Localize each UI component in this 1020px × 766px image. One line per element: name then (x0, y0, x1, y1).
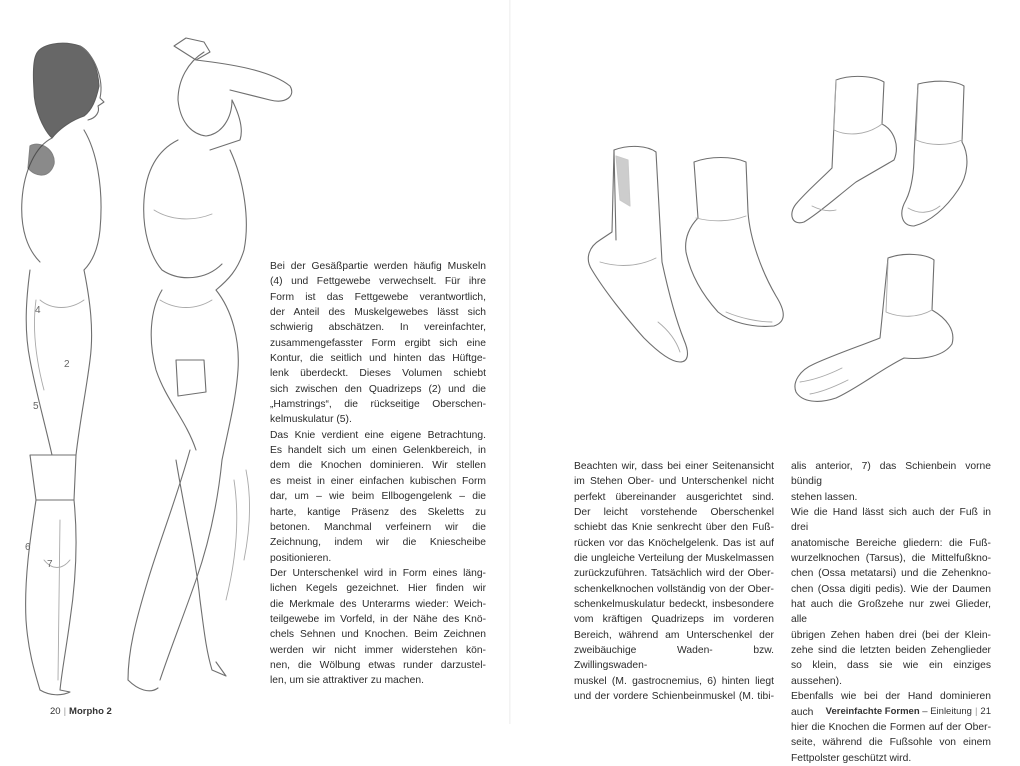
text-line: alis anterior, 7) das Schienbein vorne bündig (791, 461, 991, 488)
text-line: schenkelmuskulatur bedeckt, insbesondere (574, 599, 774, 611)
text-line: Bereich, während am Unterschenkel der (574, 629, 774, 641)
book-title: Morpho 2 (69, 706, 112, 717)
text-line: „Hamstrings“, die rückseitige Oberschen- (270, 399, 486, 411)
figure-number-7: 7 (47, 559, 53, 570)
chapter-title: Vereinfachte Formen (825, 706, 920, 717)
page-number-left: 20 (50, 706, 61, 717)
text-line: dar, um – wie beim Ellbogengelenk – die (270, 491, 486, 503)
text-line: schwierig abschätzen. In vereinfachter, (270, 322, 486, 334)
text-line: Der leicht vorstehende Oberschenkel (574, 507, 774, 519)
text-line: chen (Ossa digiti pedis). Wie der Daumen (791, 583, 991, 595)
text-line: so klein, dass sie wie ein einziges aussehen). (791, 660, 991, 687)
text-line: wurzelknochen (Tarsus), die Mittelfußkno- (791, 553, 991, 565)
text-line: schenkelknochen vollständig von der Ober- (574, 583, 774, 595)
text-line: Form ist das Fettgewebe verantwortlich, (270, 291, 486, 303)
text-line: lichen Kegels gezeichnet. Hier finden wir (270, 583, 486, 595)
text-line: Beachten wir, dass bei einer Seitenansicht (574, 461, 774, 472)
text-line: positionieren. (270, 552, 332, 564)
text-line: die ungleiche Verteilung der Muskelmassen (574, 553, 774, 565)
footer-left (50, 706, 112, 717)
foot-sketch-side (686, 158, 784, 327)
text-line: die Merkmale des Unterarms wieder: Weich- (270, 598, 486, 610)
text-line: und der vordere Schienbeinmuskel (M. tibi- (574, 691, 774, 703)
footer-divider: | (63, 706, 67, 717)
footer-divider: | (974, 706, 978, 717)
text-line: übrigen Zehen haben drei (bei der Klein- (791, 629, 991, 641)
foot-sketch-three-quarter-1 (792, 76, 897, 222)
text-column-middle (574, 459, 774, 705)
foot-sketch-pointed (588, 146, 687, 362)
figure-number-5: 5 (33, 401, 39, 412)
text-line: chels Sehnen und Knochen. Beim Zeichnen (270, 629, 486, 641)
text-line: betonen. Manchmal verfeinern wir die (270, 521, 486, 533)
footer-right (826, 706, 991, 717)
text-line: es meist in einer einfachen kubischen Form (270, 475, 486, 487)
foot-sketch-three-quarter-2 (902, 81, 967, 226)
text-line: zehe sind die letzten beiden Zehenglieder (791, 645, 991, 657)
text-line: chen (Ossa metatarsi) und die Zehenkno- (791, 568, 991, 580)
text-line: sich zwischen den Quadrizeps (2) und die (270, 383, 486, 395)
text-line: teilgewebe im Vorfeld, in der Nähe des Knö- (270, 613, 486, 625)
text-line: lenk überdeckt. Dieses Volumen schiebt (270, 368, 486, 380)
text-line: zusammengefasster Form ergibt sich eine (270, 337, 486, 349)
text-line: im Stehen Ober- und Unterschenkel nicht (574, 476, 774, 488)
text-line: len, um sie attraktiver zu machen. (270, 675, 424, 687)
text-line: Der Unterschenkel wird in Form eines läng- (270, 567, 486, 579)
text-line: zurückzuführen. Tatsächlich wird der Ober- (574, 568, 774, 580)
figure-number-6: 6 (25, 542, 31, 553)
text-line: anatomische Bereiche gliedern: die Fuß- (791, 537, 991, 549)
text-line: dem die Knochen dominieren. Wir stellen (270, 460, 486, 472)
text-line: der Anteil des Muskelgewebes lässt sich (270, 307, 486, 319)
figure-number-2: 2 (64, 359, 70, 370)
text-line: Es handelt sich um einen Gelenkbereich, in (270, 445, 486, 457)
text-line: perfekt übereinander ausgerichtet sind. (574, 491, 774, 503)
text-line: harte, kantige Präsenz des Skeletts zu (270, 506, 486, 518)
text-line: vom kräftigen Quadrizeps im vorderen (574, 614, 774, 626)
text-line: schiebt das Knie senkrecht über den Fuß- (574, 522, 774, 534)
text-line: Fettpolster geschützt wird. (791, 752, 912, 764)
text-line: zweibäuchige Waden- bzw. Zwillingswaden- (574, 645, 774, 672)
page-number-right: 21 (980, 706, 991, 717)
foot-sketch-bottom (795, 254, 953, 401)
text-line: seite, während die Fußsohle von einem (791, 737, 991, 749)
text-line: Wie die Hand lässt sich auch der Fuß in drei (791, 507, 991, 534)
text-line: nen, die Wölbung etwas runder darzustel- (270, 659, 486, 671)
text-line: Kontur, die seitlich und hinten das Hüftge- (270, 353, 486, 365)
text-column-right (791, 459, 991, 766)
figure-number-4: 4 (35, 305, 41, 316)
text-line: Bei der Gesäßpartie werden häufig Muskeln (270, 261, 486, 272)
section-title: Einleitung (930, 706, 972, 717)
text-line: (4) und Fettgewebe verwechselt. Für ihre (270, 276, 486, 288)
text-line: werden wir nicht immer widerstehen kön- (270, 644, 486, 656)
text-column-left (270, 259, 486, 689)
footer-dash: – (922, 706, 928, 717)
text-line: Ebenfalls wie bei der Hand dominieren auch (791, 691, 991, 718)
text-line: rücken vor das Knöchelgelenk. Das ist auf (574, 537, 774, 549)
text-line: stehen lassen. (791, 491, 858, 503)
text-line: hier die Knochen die Formen auf der Ober- (791, 721, 991, 733)
text-line: hat auch die Großzehe nur zwei Glieder, alle (791, 599, 991, 626)
text-line: Das Knie verdient eine eigene Betrachtung. (270, 429, 486, 441)
text-line: Zeichnung, indem wir die Kniescheibe (270, 537, 486, 549)
text-line: muskel (M. gastrocnemius, 6) hinten liegt (574, 675, 774, 687)
text-line: kelmuskulatur (5). (270, 414, 352, 426)
